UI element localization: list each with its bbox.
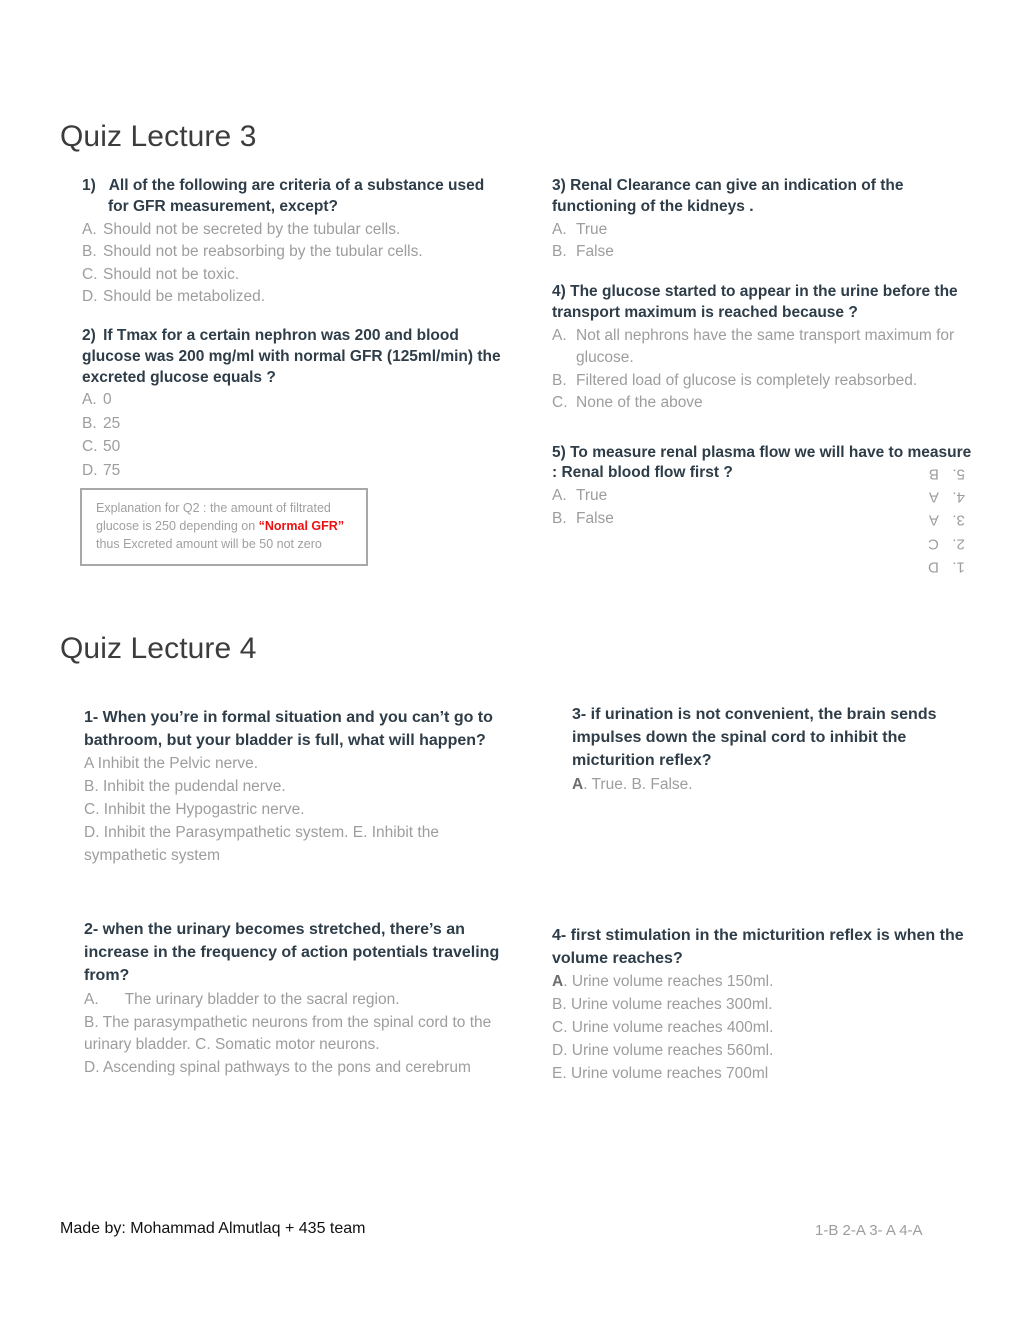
option-label: B. [82,243,97,261]
footer-answer-key: 1-B 2-A 3- A 4-A [815,1222,923,1239]
option-line[interactable]: C. Inhibit the Hypogastric nerve. [84,801,305,819]
quiz3-answer-key-upside-down [928,462,965,578]
quiz4-heading: Quiz Lecture 4 [60,632,257,665]
answer-key-number: 5. [952,465,965,483]
option-item[interactable] [82,460,502,482]
quiz4-q2-text: 2- when the urinary becomes stretched, there’s an increase in the frequency of action potentials traveling from? [84,921,500,985]
option-text: True [576,487,608,505]
option-item[interactable] [82,413,502,435]
question-q3-options [552,219,977,264]
question-q5-text [552,443,977,485]
explanation-line-2 [96,518,354,536]
question-block-q3 [552,176,977,264]
answer-key-number: 4. [952,488,965,506]
answer-key-row [928,485,965,508]
question-q2-options [82,389,502,482]
quiz4-question-block-3 [572,703,977,797]
option-item[interactable] [552,325,977,370]
question-q2-text [82,326,502,389]
option-label: A. [552,326,567,344]
option-text: 25 [103,414,121,432]
question-q3-number: 3) [552,177,566,194]
question-block-q2 [82,326,502,483]
option-label: A. [82,391,97,409]
quiz3-left-column [82,176,502,482]
option-item[interactable] [552,370,977,392]
explanation-line-1: Explanation for Q2 : the amount of filtrated [96,501,331,515]
quiz3-right-column [552,176,977,530]
answer-key-answer: B [928,465,939,483]
option-line[interactable]: A Inhibit the Pelvic nerve. [84,755,259,773]
question-block-q1 [82,176,502,309]
option-text: . Urine volume reaches 150ml. [563,973,774,991]
explanation-line-2-prefix: glucose is 250 depending on [96,518,259,533]
option-line[interactable]: C. Urine volume reaches 400ml. [552,1019,774,1037]
answer-key-row [928,462,965,485]
option-label: A. [82,220,97,238]
option-label: A. [552,487,567,505]
option-item[interactable] [552,485,977,507]
question-q2-number: 2) [82,326,96,344]
question-q1-body: All of the following are criteria of a substance used for GFR measurement, except? [108,177,485,215]
option-line[interactable]: B. Inhibit the pudendal nerve. [84,778,286,796]
option-text: Should be metabolized. [103,288,266,306]
option-text: Should not be reabsorbing by the tubular cells. [103,243,423,261]
quiz3-heading: Quiz Lecture 3 [60,120,257,153]
question-q5-options [552,485,977,530]
option-text: Filtered load of glucose is completely reabsorbed. [576,371,918,389]
answer-key-answer: D [928,558,939,576]
question-q4-text [552,282,977,324]
option-text: Should not be toxic. [103,265,240,283]
question-block-q4 [552,282,977,415]
option-line[interactable] [572,774,977,797]
option-line[interactable]: D. Ascending spinal pathways to the pons and cerebrum [84,1059,471,1077]
option-label: D. [82,288,98,306]
option-item[interactable] [82,219,502,241]
quiz4-question-block-4 [552,924,982,1086]
question-q4-body: The glucose started to appear in the urine before the transport maximum is reached because ? [552,282,958,321]
question-q5-body: To measure renal plasma flow we will have to measure : Renal blood flow first ? [552,443,972,482]
option-line[interactable]: D. Urine volume reaches 560ml. [552,1042,774,1060]
option-label: A [552,973,564,991]
answer-key-answer: C [928,535,939,552]
option-item[interactable] [82,264,502,286]
option-label: A. [552,220,567,238]
explanation-callout-box [80,488,368,566]
option-text: The urinary bladder to the sacral region. [124,990,400,1008]
explanation-line-3: thus Excreted amount will be 50 not zero [96,536,322,551]
option-label: C. [552,394,568,412]
answer-key-number: 3. [952,511,965,529]
option-text: . True. B. False. [583,775,693,793]
option-line[interactable] [84,989,524,1012]
option-line[interactable]: B. Urine volume reaches 300ml. [552,996,773,1014]
option-item[interactable] [82,286,502,308]
option-item[interactable] [552,241,977,263]
answer-key-row [928,509,965,532]
answer-key-number: 1. [952,558,965,576]
option-label: B. [552,509,567,527]
option-line[interactable]: E. Urine volume reaches 700ml [552,1065,769,1083]
option-label: B. [552,371,567,389]
option-text: 50 [103,438,121,456]
option-text: Not all nephrons have the same transport maximum for glucose. [576,326,955,367]
quiz4-q4-text: 4- first stimulation in the micturition reflex is when the volume reaches? [552,927,964,968]
explanation-highlight-normal-gfr: “Normal GFR” [258,518,345,533]
answer-key-number: 2. [952,535,965,552]
option-label: B. [82,414,97,432]
option-text: False [576,243,614,261]
quiz4-q3-text: 3- if urination is not convenient, the brain sends impulses down the spinal cord to inhibit the micturition reflex? [572,706,937,770]
option-item[interactable] [82,389,502,411]
quiz4-question-block-2 [84,918,524,1080]
option-item[interactable] [552,508,977,530]
option-label: A [572,775,584,793]
option-item[interactable] [552,392,977,414]
option-text: True [576,220,608,238]
option-label: B. [552,243,567,261]
answer-key-answer: A [928,511,939,529]
question-q1-text [82,176,502,218]
question-q4-options [552,325,977,415]
quiz4-q1-text: 1- When you’re in formal situation and you can’t go to bathroom, but your bladder is full, what will happen? [84,709,493,750]
option-label: A. [84,990,99,1008]
question-q3-text [552,176,977,218]
option-text: None of the above [576,394,703,412]
question-block-q5 [552,443,977,531]
footer-credit: Made by: Mohammad Almutlaq + 435 team [60,1220,366,1237]
option-text: 75 [103,461,121,479]
question-q3-body: Renal Clearance can give an indication of the functioning of the kidneys . [552,177,904,215]
option-label: C. [82,265,98,283]
option-line[interactable]: D. Inhibit the Parasympathetic system. E. Inhibit the sympathetic system [84,824,439,865]
question-q1-number: 1) [82,177,96,194]
quiz4-question-block-1 [84,706,524,868]
option-text: False [576,509,614,527]
answer-key-row [928,555,965,578]
option-item[interactable] [552,219,977,241]
answer-key-row [928,532,965,555]
option-label: C. [82,438,98,456]
question-q1-options [82,219,502,309]
page-footer [0,1220,1024,1254]
question-q2-body: If Tmax for a certain nephron was 200 and blood glucose was 200 mg/ml with normal GFR (125ml/min) the excreted glucose equals ? [82,326,501,386]
option-text: 0 [103,391,112,409]
option-label: D. [82,461,98,479]
answer-key-answer: A [928,488,939,506]
option-item[interactable] [82,436,502,458]
question-q5-number: 5) [552,443,566,461]
option-item[interactable] [82,241,502,263]
option-line[interactable] [552,971,982,994]
question-q4-number: 4) [552,282,566,300]
option-line[interactable]: B. The parasympathetic neurons from the spinal cord to the urinary bladder. C. Somatic motor neurons. [84,1013,492,1054]
option-text: Should not be secreted by the tubular cells. [103,220,401,238]
